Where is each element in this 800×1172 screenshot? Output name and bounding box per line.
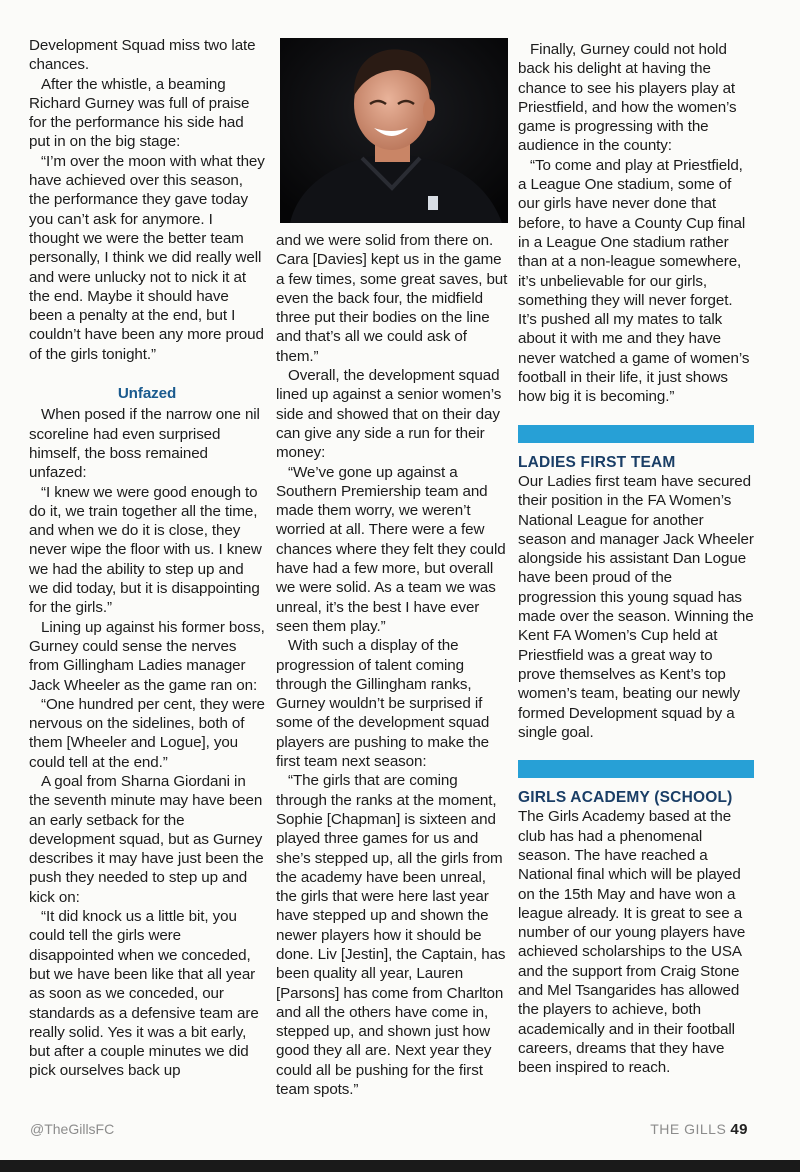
section-divider-band (518, 760, 754, 778)
quote-paragraph: “One hundred per cent, they were nervous on the sidelines, both of them [Wheeler and Logue], you could tell at the end.” (29, 695, 265, 771)
quote-paragraph: and we were solid from there on. Cara [Davies] kept us in the game a few times, some great saves, but even the back four, the midfield three put their bodies on the line and that’s all we could ask of them.” (276, 232, 508, 365)
quote-paragraph: “It did knock us a little bit, you could tell the girls were disappointed when we conceded, but we have been like that all year as soon as we conceded, our standards as a defensive team are really solid. Yes it was a bit early, but after a couple minutes we did pick ourselves back up (29, 908, 259, 1080)
paragraph: Development Squad miss two late chances. (29, 37, 256, 74)
manager-photo (280, 38, 508, 223)
page-edge (0, 1160, 800, 1172)
article-column-3 (518, 40, 754, 1078)
paragraph: With such a display of the progression of talent coming through the Gillingham ranks, Gurney wouldn’t be surprised if some of the development squad players are pushing to make the first team next season: (276, 637, 490, 771)
section-divider-band (518, 425, 754, 443)
article-column-2 (276, 231, 510, 1099)
quote-paragraph: “We’ve gone up against a Southern Premiership team and made them worry, we weren’t worried at all. There were a few chances where they felt they could have had a few more, but overall we were solid. As a team we was unreal, it’s the best I have ever seen them play.” (276, 463, 506, 635)
paragraph: Overall, the development squad lined up against a senior women’s side and showed that on their day can give any side a run for their money: (276, 367, 502, 462)
paragraph: The Girls Academy based at the club has had a phenomenal season. The have reached a National final which will be played on the 15th May and have won a league already. It is great to see a number of our young players have achieved scholarships to the USA and the support from Craig Stone and Mel Tsangarides has allowed the players to achieve, both academically and in their football careers, dreams that they have been inspired to reach. (518, 808, 746, 1077)
paragraph: Finally, Gurney could not hold back his delight at having the chance to see his players play at Priestfield, and how the women’s game is progressing with the audience in the county: (518, 41, 737, 155)
paragraph: Lining up against his former boss, Gurney could sense the nerves from Gillingham Ladies manager Jack Wheeler as the game ran on: (29, 618, 265, 694)
paragraph: Our Ladies first team have secured their position in the FA Women’s National League for another season and manager Jack Wheeler alongside his assistant Dan Logue have been proud of the progression this young squad has made over the season. Winning the Kent FA Women’s Cup held at Priestfield was a great way to prove themselves as Kent’s top women’s team, beating our newly formed Development squad by a single goal. (518, 472, 754, 741)
quote-paragraph: “I’m over the moon with what they have achieved over this season, the performance they gave today you can’t ask for anymore. I thought we were the better team personally, I think we did really well and were unlucky not to nick it at the end. Maybe it should have been a penalty at the end, but I couldn’t have been any more proud of the girls tonight.” (29, 152, 265, 363)
quote-paragraph: “I knew we were good enough to do it, we train together all the time, and when we do it is close, they never wipe the floor with us. I knew we had the ability to step up and we did today, but it is disappointing for the girls.” (29, 483, 262, 617)
page-footer (650, 1121, 748, 1138)
photo-illustration (280, 38, 508, 223)
quote-paragraph: “The girls that are coming through the ranks at the moment, Sophie [Chapman] is sixteen and played three games for us and she’s stepped up, all the girls from the academy have been unreal, the girls that were here last year have stepped up and shown the newer players how it should be done. Liv [Jestin], the Captain, has been quality all year, Lauren [Parsons] has come from Charlton and all the others have come in, stepped up, and shown just how good they all are. Next year they could all be pushing for the first team spots.” (276, 772, 506, 1099)
section-heading-girls-academy: GIRLS ACADEMY (SCHOOL) (518, 789, 733, 807)
section-heading-ladies-first-team: LADIES FIRST TEAM (518, 453, 676, 471)
twitter-handle: @TheGillsFC (30, 1121, 115, 1137)
article-column-1 (29, 36, 265, 1081)
subheading: Unfazed (117, 385, 177, 403)
paragraph: After the whistle, a beaming Richard Gurney was full of praise for the performance his side had put in on the big stage: (29, 75, 250, 151)
quote-paragraph: “To come and play at Priestfield, a League One stadium, some of our girls have never done that before, to have a County Cup final in a League One stadium rather than at a non-league somewhere, it’s unbelievable for our girls, something they will never forget. It’s pushed all my mates to talk about it with me and they have never watched a game of women’s football in their life, it just shows how big it is becoming.” (518, 156, 750, 406)
magazine-name: THE GILLS (650, 1121, 727, 1137)
paragraph: A goal from Sharna Giordani in the seventh minute may have been an early setback for the development squad, but as Gurney describes it may have just been the push they needed to step up and kick on: (29, 772, 264, 906)
page-number: 49 (730, 1121, 748, 1138)
paragraph: When posed if the narrow one nil scoreline had even surprised himself, the boss remained unfazed: (29, 406, 260, 482)
